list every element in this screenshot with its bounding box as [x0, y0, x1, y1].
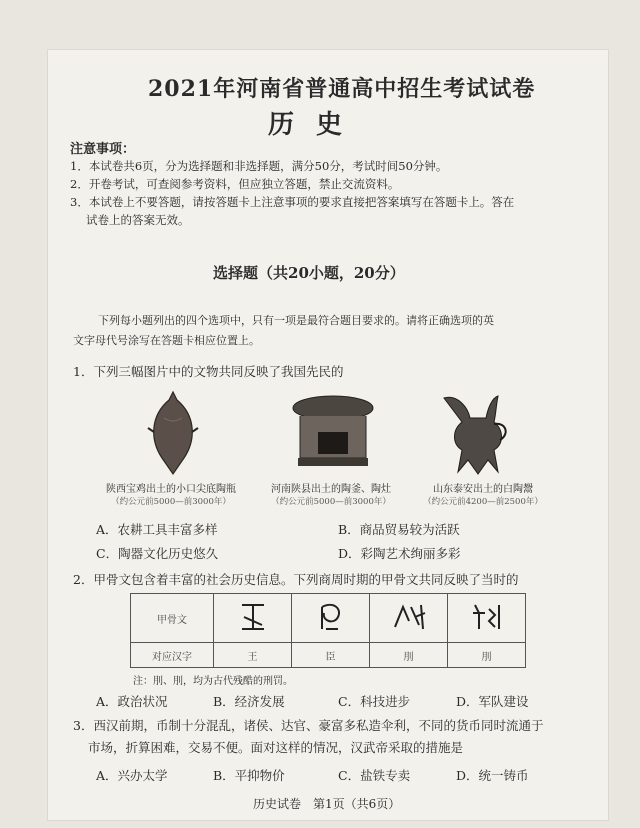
oracle-row-header: 甲骨文 [131, 594, 214, 643]
oracle-row2-header: 对应汉字 [131, 643, 214, 668]
oracle-char-1: 王 [214, 643, 292, 668]
section-intro-line2: 文字母代号涂写在答题卡相应位置上。 [73, 334, 260, 347]
q3-stem-line2: 市场，折算困难，交易不便。面对这样的情况，汉武帝采取的措施是 [88, 740, 464, 755]
q1-caption-3 [408, 480, 558, 507]
q2-stem: 2．甲骨文包含着丰富的社会历史信息。下列商周时期的甲骨文共同反映了当时的 [73, 572, 519, 587]
q1-caption-1-era: （约公元前5000—前3000年） [111, 497, 231, 507]
oracle-glyph-1 [214, 594, 292, 643]
q3-option-c: C．盐铁专卖 [338, 768, 411, 783]
pottery-bottle-image [138, 388, 208, 478]
oracle-glyph-wang-icon [236, 599, 270, 635]
q2-option-a: A．政治状况 [96, 694, 168, 709]
oracle-glyph-yue-icon [389, 599, 429, 635]
notice-item-1: 1．本试卷共6页，分为选择题和非选择题，满分50分，考试时间50分钟。 [70, 159, 448, 173]
exam-title: 2021年河南省普通高中招生考试试卷 [148, 76, 536, 102]
notice-item-3: 3．本试卷上不要答题，请按答题卡上注意事项的要求直接把答案填写在答题卡上。答在 [70, 195, 515, 209]
q1-option-a: A．农耕工具丰富多样 [96, 522, 218, 537]
pottery-vessel-image [438, 388, 518, 478]
q1-stem: 1．下列三幅图片中的文物共同反映了我国先民的 [73, 364, 344, 379]
q1-caption-1 [96, 480, 246, 507]
q3-stem-line1: 3．西汉前期，币制十分混乱，诸侯、达官、豪富多私造伞利，不同的货币同时流通于 [73, 718, 544, 733]
pottery-stove-image [288, 388, 378, 478]
oracle-char-4: 刖 [448, 643, 526, 668]
q1-option-d: D．彩陶艺术绚丽多彩 [338, 546, 461, 561]
q3-option-d: D．统一铸币 [456, 768, 529, 783]
q1-caption-3-name: 山东泰安出土的白陶鬶 [433, 484, 533, 495]
q2-option-b: B．经济发展 [213, 694, 285, 709]
oracle-bone-table [130, 593, 526, 668]
q1-option-b: B．商品贸易较为活跃 [338, 522, 460, 537]
oracle-glyph-4 [448, 594, 526, 643]
oracle-char-3: 刖 [370, 643, 448, 668]
oracle-glyph-chen-icon [314, 599, 348, 635]
q2-option-c: C．科技进步 [338, 694, 411, 709]
q1-caption-2-name: 河南陕县出土的陶釜、陶灶 [271, 484, 391, 495]
subject-title: 历史 [268, 110, 365, 140]
q3-option-b: B．平抑物价 [213, 768, 285, 783]
notice-item-3-cont: 试卷上的答案无效。 [86, 213, 190, 227]
q3-option-a: A．兴办太学 [96, 768, 168, 783]
notice-heading: 注意事项： [70, 142, 136, 157]
q2-option-d: D．军队建设 [456, 694, 529, 709]
exam-paper [48, 50, 608, 820]
q1-caption-1-name: 陕西宝鸡出土的小口尖底陶瓶 [106, 484, 236, 495]
oracle-glyph-3 [370, 594, 448, 643]
q2-note: 注：刖、刖，均为古代残酷的刑罚。 [133, 676, 293, 687]
q1-caption-2-era: （约公元前5000—前3000年） [271, 497, 391, 507]
oracle-char-2: 臣 [292, 643, 370, 668]
q1-option-c: C．陶器文化历史悠久 [96, 546, 219, 561]
page-footer: 历史试卷 第1页（共6页） [253, 797, 401, 811]
oracle-glyph-yi-icon [467, 599, 507, 635]
oracle-glyph-2 [292, 594, 370, 643]
section-intro-line1: 下列每小题列出的四个选项中，只有一项是最符合题目要求的。请将正确选项的英 [98, 314, 494, 327]
q1-caption-3-era: （约公元前4200—前2500年） [423, 497, 543, 507]
notice-item-2: 2．开卷考试，可查阅参考资料，但应独立答题，禁止交流资料。 [70, 177, 400, 191]
section-title: 选择题（共20小题，20分） [213, 264, 405, 282]
q1-caption-2 [256, 480, 406, 507]
